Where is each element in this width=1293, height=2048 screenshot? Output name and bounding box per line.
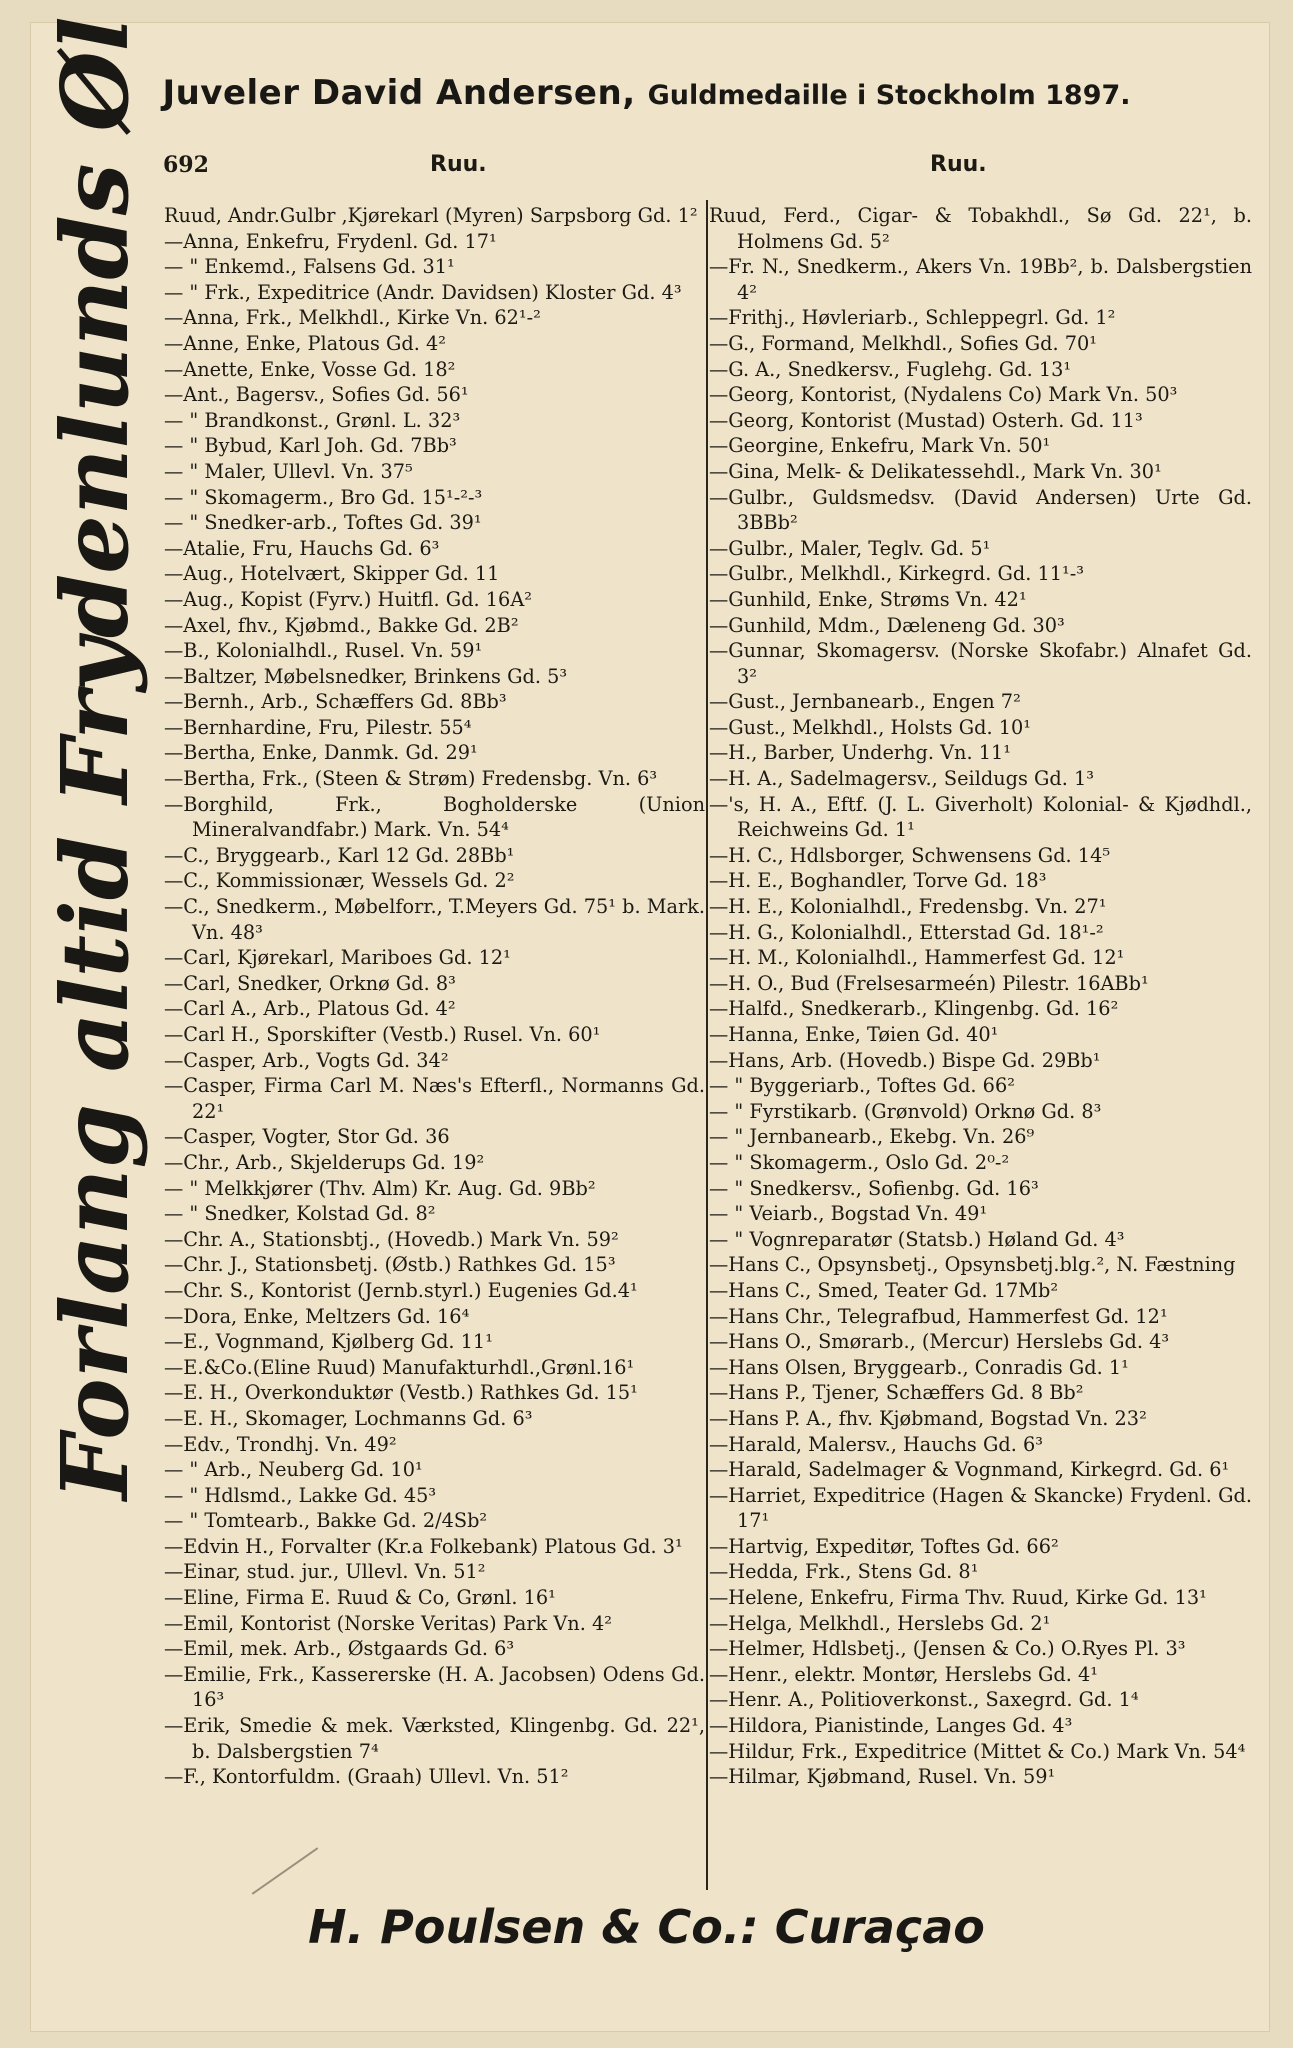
directory-entry: —Henr. A., Politioverkonst., Saxegrd. Gd. 1⁴	[709, 1688, 1139, 1712]
directory-entry: —Bertha, Enke, Danmk. Gd. 29¹	[164, 741, 478, 765]
directory-entry: Ruud, Andr.Gulbr ,Kjørekarl (Myren) Sarpsborg Gd. 1²	[164, 204, 698, 227]
left-column-heading: Ruu.	[430, 152, 487, 177]
directory-entry: —Anne, Enke, Platous Gd. 4²	[164, 331, 446, 355]
directory-entry: —Hans P., Tjener, Schæffers Gd. 8 Bb²	[709, 1381, 1084, 1405]
directory-entry: —H. E., Boghandler, Torve Gd. 18³	[709, 869, 1047, 893]
directory-entry: —H. A., Sadelmagersv., Seildugs Gd. 1³	[709, 767, 1095, 791]
directory-entry: —Gust., Jernbanearb., Engen 7²	[709, 690, 1021, 714]
directory-entry: —Harriet, Expeditrice (Hagen & Skancke) Frydenl. Gd. 17¹	[709, 1483, 1252, 1533]
directory-entry: — " Melkkjører (Thv. Alm) Kr. Aug. Gd. 9Bb²	[164, 1176, 596, 1200]
directory-entry: —Emilie, Frk., Kassererske (H. A. Jacobsen) Odens Gd. 16³	[164, 1662, 705, 1712]
directory-entry: —Atalie, Fru, Hauchs Gd. 6³	[164, 536, 440, 560]
directory-entry: —Anna, Enkefru, Frydenl. Gd. 17¹	[164, 229, 497, 253]
directory-entry: — " Veiarb., Bogstad Vn. 49¹	[709, 1202, 988, 1226]
directory-entry: — " Vognreparatør (Statsb.) Høland Gd. 4³	[709, 1227, 1125, 1251]
directory-entry: —H. E., Kolonialhdl., Fredensbg. Vn. 27¹	[709, 895, 1107, 919]
directory-entry: —Hilmar, Kjøbmand, Rusel. Vn. 59¹	[709, 1765, 1056, 1789]
directory-entry: —Georg, Kontorist, (Nydalens Co) Mark Vn. 50³	[709, 383, 1178, 407]
directory-entry: —B., Kolonialhdl., Rusel. Vn. 59¹	[164, 639, 483, 663]
directory-entry: —Harald, Malersv., Hauchs Gd. 6³	[709, 1432, 1043, 1456]
directory-entry: —Carl H., Sporskifter (Vestb.) Rusel. Vn. 60¹	[164, 1023, 601, 1046]
directory-entry: —Hans Chr., Telegrafbud, Hammerfest Gd. 12¹	[709, 1304, 1168, 1328]
directory-entry: —Bertha, Frk., (Steen & Strøm) Fredensbg. Vn. 6³	[164, 767, 658, 791]
directory-entry: — " Frk., Expeditrice (Andr. Davidsen) Kloster Gd. 4³	[164, 280, 682, 304]
directory-entry: —E.&Co.(Eline Ruud) Manufakturhdl.,Grønl.16¹	[164, 1355, 635, 1379]
directory-entry: —Eline, Firma E. Ruud & Co, Grønl. 16¹	[164, 1586, 556, 1610]
directory-entry: —Hans C., Smed, Teater Gd. 17Mb²	[709, 1278, 1059, 1302]
directory-entry: —Erik, Smedie & mek. Værksted, Klingenbg. Gd. 22¹, b. Dalsbergstien 7⁴	[164, 1714, 705, 1763]
directory-entry: — " Brandkonst., Grønl. L. 32³	[164, 408, 461, 432]
directory-entry: —Casper, Vogter, Stor Gd. 36	[164, 1125, 450, 1149]
directory-entry: —Gina, Melk- & Delikatessehdl., Mark Vn. 30¹	[709, 459, 1162, 483]
directory-entry: —Gulbr., Guldsmedsv. (David Andersen) Urte Gd. 3BBb²	[709, 485, 1252, 535]
directory-entry: —Hildora, Pianistinde, Langes Gd. 4³	[709, 1714, 1073, 1738]
directory-entry: —Baltzer, Møbelsnedker, Brinkens Gd. 5³	[164, 664, 568, 688]
directory-entry: — " Arb., Neuberg Gd. 10¹	[164, 1458, 423, 1482]
directory-entry: — " Fyrstikarb. (Grønvold) Orknø Gd. 8³	[709, 1099, 1102, 1123]
directory-entry: — " Byggeriarb., Toftes Gd. 66²	[709, 1074, 1015, 1098]
directory-entry: —Chr., Arb., Skjelderups Gd. 19²	[164, 1150, 485, 1174]
side-vertical-advert: Forlang altid Frydenlunds Øl	[41, 16, 149, 1500]
directory-entry: —Hans O., Smørarb., (Mercur) Herslebs Gd. 4³	[709, 1330, 1170, 1354]
directory-entry: —Georg, Kontorist (Mustad) Osterh. Gd. 11³	[709, 408, 1143, 432]
directory-entry: —Bernhardine, Fru, Pilestr. 55⁴	[164, 715, 472, 739]
directory-entry: Ruud, Ferd., Cigar- & Tobakhdl., Sø Gd. 22¹, b. Holmens Gd. 5²	[709, 204, 1252, 253]
directory-entry: — " Snedkersv., Sofienbg. Gd. 16³	[709, 1176, 1039, 1200]
column-divider	[706, 200, 708, 1890]
top-advert-banner	[0, 73, 1293, 113]
left-entries-column	[164, 203, 705, 1790]
directory-entry: —H., Barber, Underhg. Vn. 11¹	[709, 741, 1011, 765]
directory-entry: —Hanna, Enke, Tøien Gd. 40¹	[709, 1023, 999, 1046]
directory-entry: —C., Kommissionær, Wessels Gd. 2²	[164, 869, 515, 893]
directory-entry: — " Skomagerm., Oslo Gd. 2⁰-²	[709, 1150, 1010, 1174]
directory-entry: —Hans, Arb. (Hovedb.) Bispe Gd. 29Bb¹	[709, 1048, 1101, 1072]
directory-entry: —Georgine, Enkefru, Mark Vn. 50¹	[709, 434, 1051, 458]
directory-entry: —C., Snedkerm., Møbelforr., T.Meyers Gd. 75¹ b. Mark. Vn. 48³	[164, 895, 705, 944]
directory-entry: —Gulbr., Melkhdl., Kirkegrd. Gd. 11¹-³	[709, 562, 1084, 586]
directory-entry: —Helene, Enkefru, Firma Thv. Ruud, Kirke Gd. 13¹	[709, 1586, 1207, 1610]
directory-entry: —Hans C., Opsynsbetj., Opsynsbetj.blg.², N. Fæstning	[709, 1253, 1236, 1277]
directory-entry: —H. C., Hdlsborger, Schwensens Gd. 14⁵	[709, 843, 1111, 867]
directory-entry: —G. A., Snedkersv., Fuglehg. Gd. 13¹	[709, 357, 1072, 381]
directory-entry: —Edvin H., Forvalter (Kr.a Folkebank) Platous Gd. 3¹	[164, 1534, 683, 1558]
directory-entry: —E. H., Skomager, Lochmanns Gd. 6³	[164, 1406, 533, 1430]
directory-entry: — " Snedker, Kolstad Gd. 8²	[164, 1202, 436, 1226]
directory-entry: —Aug., Kopist (Fyrv.) Huitfl. Gd. 16A²	[164, 587, 532, 611]
directory-entry: — " Tomtearb., Bakke Gd. 2/4Sb²	[164, 1509, 488, 1533]
directory-entry: —Borghild, Frk., Bogholderske (Union Mineralvandfabr.) Mark. Vn. 54⁴	[164, 792, 705, 842]
directory-entry: —Chr. A., Stationsbtj., (Hovedb.) Mark Vn. 59²	[164, 1227, 619, 1251]
directory-entry: —H. G., Kolonialhdl., Etterstad Gd. 18¹-²	[709, 920, 1104, 944]
directory-entry: —Carl, Snedker, Orknø Gd. 8³	[164, 971, 456, 995]
top-advert-tail: Guldmedaille i Stockholm 1897.	[647, 80, 1131, 111]
directory-entry: —Bernh., Arb., Schæffers Gd. 8Bb³	[164, 690, 507, 714]
directory-entry: — " Skomagerm., Bro Gd. 15¹-²-³	[164, 485, 483, 509]
directory-entry: —Edv., Trondhj. Vn. 49²	[164, 1432, 397, 1456]
directory-entry: —Carl A., Arb., Platous Gd. 4²	[164, 997, 456, 1021]
directory-entry: —Hildur, Frk., Expeditrice (Mittet & Co.) Mark Vn. 54⁴	[709, 1739, 1246, 1763]
directory-entry: —C., Bryggearb., Karl 12 Gd. 28Bb¹	[164, 843, 515, 867]
directory-entry: —Dora, Enke, Meltzers Gd. 16⁴	[164, 1304, 470, 1328]
directory-entry: —Halfd., Snedkerarb., Klingenbg. Gd. 16²	[709, 997, 1119, 1021]
directory-entry: —Hartvig, Expeditør, Toftes Gd. 66²	[709, 1534, 1059, 1558]
top-advert-main: Juveler David Andersen,	[162, 73, 636, 113]
directory-entry: — " Snedker-arb., Toftes Gd. 39¹	[164, 511, 482, 535]
directory-entry: —Gunhild, Mdm., Dæleneng Gd. 30³	[709, 613, 1065, 637]
directory-entry: —Carl, Kjørekarl, Mariboes Gd. 12¹	[164, 946, 511, 970]
directory-entry: —Emil, Kontorist (Norske Veritas) Park Vn. 4²	[164, 1611, 612, 1635]
directory-entry: —Gunhild, Enke, Strøms Vn. 42¹	[709, 587, 1027, 611]
directory-entry: —Fr. N., Snedkerm., Akers Vn. 19Bb², b. Dalsbergstien 4²	[709, 255, 1252, 304]
directory-entry: —Hans P. A., fhv. Kjøbmand, Bogstad Vn. 23²	[709, 1406, 1147, 1430]
directory-entry: —Einar, stud. jur., Ullevl. Vn. 51²	[164, 1560, 486, 1584]
directory-entry: —Frithj., Høvleriarb., Schleppegrl. Gd. 1²	[709, 306, 1116, 330]
directory-entry: —'s, H. A., Eftf. (J. L. Giverholt) Kolonial- & Kjødhdl., Reichweins Gd. 1¹	[709, 792, 1252, 842]
directory-entry: —Helmer, Hdlsbetj., (Jensen & Co.) O.Ryes Pl. 3³	[709, 1637, 1186, 1661]
directory-entry: —F., Kontorfuldm. (Graah) Ullevl. Vn. 51²	[164, 1765, 569, 1789]
directory-entry: —Hedda, Frk., Stens Gd. 8¹	[709, 1560, 979, 1584]
directory-entry: —E. H., Overkonduktør (Vestb.) Rathkes Gd. 15¹	[164, 1381, 638, 1405]
directory-entry: —Helga, Melkhdl., Herslebs Gd. 2¹	[709, 1611, 1051, 1635]
directory-entry: —Axel, fhv., Kjøbmd., Bakke Gd. 2B²	[164, 613, 519, 637]
directory-entry: —Ant., Bagersv., Sofies Gd. 56¹	[164, 383, 469, 407]
directory-entry: —Gunnar, Skomagersv. (Norske Skofabr.) Alnafet Gd. 3²	[709, 639, 1252, 688]
page-number: 692	[163, 152, 209, 178]
directory-entry: — " Hdlsmd., Lakke Gd. 45³	[164, 1483, 437, 1507]
directory-entry: — " Maler, Ullevl. Vn. 37⁵	[164, 459, 413, 483]
right-column-heading: Ruu.	[930, 152, 987, 177]
directory-entry: —E., Vognmand, Kjølberg Gd. 11¹	[164, 1330, 493, 1354]
directory-entry: —Henr., elektr. Montør, Herslebs Gd. 4¹	[709, 1662, 1098, 1686]
directory-entry: —Gulbr., Maler, Teglv. Gd. 5¹	[709, 536, 991, 560]
footer-advert: H. Poulsen & Co.: Curaçao	[308, 1900, 985, 1954]
directory-entry: —G., Formand, Melkhdl., Sofies Gd. 70¹	[709, 331, 1098, 355]
directory-entry: —Casper, Arb., Vogts Gd. 34²	[164, 1048, 449, 1072]
directory-entry: — " Jernbanearb., Ekebg. Vn. 26⁹	[709, 1125, 1035, 1149]
directory-entry: — " Enkemd., Falsens Gd. 31¹	[164, 255, 455, 279]
directory-entry: —Chr. J., Stationsbetj. (Østb.) Rathkes Gd. 15³	[164, 1253, 616, 1277]
directory-entry: —Casper, Firma Carl M. Næs's Efterfl., Normanns Gd. 22¹	[164, 1074, 705, 1123]
directory-entry: — " Bybud, Karl Joh. Gd. 7Bb³	[164, 434, 457, 458]
directory-entry: —Gust., Melkhdl., Holsts Gd. 10¹	[709, 715, 1031, 739]
directory-entry: —H. O., Bud (Frelsesarmeén) Pilestr. 16ABb¹	[709, 971, 1149, 995]
directory-entry: —Aug., Hotelvært, Skipper Gd. 11	[164, 562, 500, 586]
directory-entry: —H. M., Kolonialhdl., Hammerfest Gd. 12¹	[709, 946, 1125, 970]
directory-entry: —Hans Olsen, Bryggearb., Conradis Gd. 1¹	[709, 1355, 1129, 1379]
directory-entry: —Harald, Sadelmager & Vognmand, Kirkegrd. Gd. 6¹	[709, 1458, 1230, 1482]
directory-entry: —Anette, Enke, Vosse Gd. 18²	[164, 357, 456, 381]
directory-entry: —Emil, mek. Arb., Østgaards Gd. 6³	[164, 1637, 515, 1661]
directory-entry: —Anna, Frk., Melkhdl., Kirke Vn. 62¹-²	[164, 306, 541, 330]
right-entries-column	[709, 203, 1252, 1790]
directory-entry: —Chr. S., Kontorist (Jernb.styrl.) Eugenies Gd.4¹	[164, 1278, 638, 1302]
